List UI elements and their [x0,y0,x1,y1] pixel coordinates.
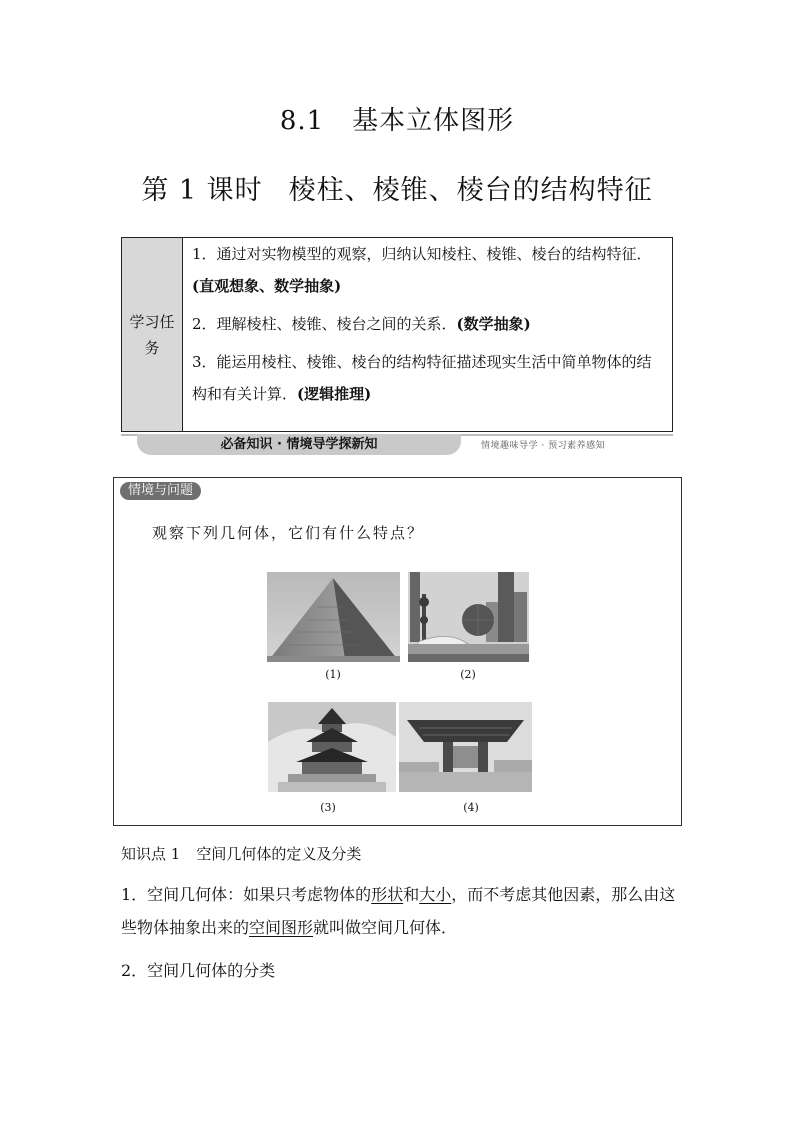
section-title [0,100,794,137]
band-label: 必备知识 · 情境导学探新知 [137,434,461,455]
lesson-name: 棱柱、棱锥、棱台的结构特征 [288,175,653,206]
task-item: 1．通过对实物模型的观察，归纳认知棱柱、棱锥、棱台的结构特征．(直观想象、数学抽象) [192,245,652,295]
photo-caption: (3) [320,801,336,814]
learning-tasks-label: 学习任务 [122,238,183,431]
task-item: 3．能运用棱柱、棱锥、棱台的结构特征描述现实生活中简单物体的结构和有关计算．(逻辑推理) [192,353,652,403]
task-item: 2．理解棱柱、棱锥、棱台之间的关系．(数学抽象) [192,315,531,333]
underlined-term: 形状 [371,885,404,904]
pavilion-photo [399,702,532,792]
underlined-term: 大小 [419,885,452,904]
knowledge-point-number: 知识点 1 [121,845,181,863]
skyline-photo [408,572,529,662]
knowledge-point-title [121,843,361,864]
learning-tasks-table [121,237,673,432]
photo-caption: (4) [463,801,479,814]
section-name: 基本立体图形 [352,106,515,136]
photo-caption: (1) [325,668,341,681]
scenario-box [113,477,682,826]
underlined-term: 空间图形 [249,918,314,937]
temple-photo [268,702,396,792]
lesson-number: 第 1 课时 [141,175,263,206]
section-number: 8.1 [279,106,325,136]
scenario-question: 观察下列几何体，它们有什么特点？ [152,524,425,542]
scenario-tag: 情境与问题 [120,482,201,500]
photo-caption: (2) [460,668,476,681]
band-subtitle: 情境趣味导学 · 预习素养感知 [481,441,606,451]
classification-heading: 2．空间几何体的分类 [121,961,276,980]
knowledge-point-name: 空间几何体的定义及分类 [196,845,362,863]
definition-paragraph: 1．空间几何体：如果只考虑物体的形状和大小，而不考虑其他因素，那么由这些物体抽象出来的空间图形就叫做空间几何体． [121,885,676,937]
learning-tasks-list [183,238,672,431]
lesson-title [0,168,794,207]
pyramid-photo [267,572,400,662]
section-band [121,434,673,456]
